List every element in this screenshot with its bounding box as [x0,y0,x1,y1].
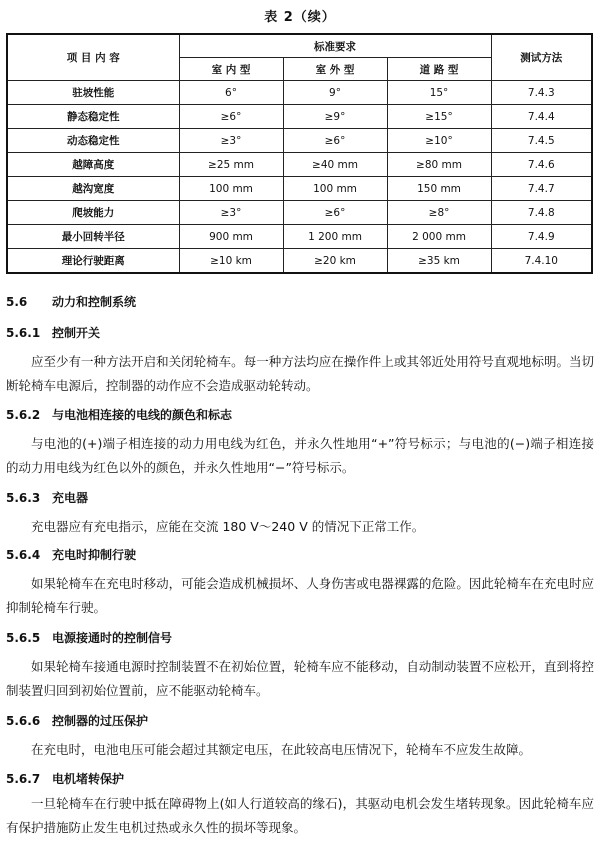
cell-method: 7.4.3 [491,81,592,105]
cell-outdoor: ≥40 mm [283,153,387,177]
section-5-6-1 [6,324,594,398]
table-row [7,81,592,105]
table-row [7,249,592,274]
table-title: 表 2（续） [264,10,336,25]
cell-indoor: 100 mm [179,177,283,201]
cell-outdoor: 9° [283,81,387,105]
section-number: 5.6.5 [6,631,41,645]
cell-method: 7.4.8 [491,201,592,225]
cell-method: 7.4.4 [491,105,592,129]
cell-item: 越沟宽度 [7,177,179,201]
cell-outdoor: ≥6° [283,201,387,225]
section-5-6 [6,293,594,311]
section-number: 5.6.3 [6,491,41,505]
cell-item: 动态稳定性 [7,129,179,153]
section-number: 5.6.7 [6,772,41,786]
cell-outdoor: ≥20 km [283,249,387,274]
section-heading [6,324,594,342]
table-row [7,129,592,153]
section-number: 5.6 [6,295,28,309]
table-row [7,153,592,177]
header-requirement: 标准要求 [179,34,491,58]
section-5-6-2 [6,406,594,480]
section-number: 5.6.6 [6,714,41,728]
cell-road: ≥8° [387,201,491,225]
section-number: 5.6.1 [6,326,41,340]
section-title: 控制器的过压保护 [52,714,149,728]
header-indoor: 室 内 型 [179,58,283,81]
cell-road: ≥10° [387,129,491,153]
section-heading [6,489,594,507]
header-item: 项 目 内 容 [7,34,179,81]
cell-indoor: ≥10 km [179,249,283,274]
table-row [7,177,592,201]
cell-item: 静态稳定性 [7,105,179,129]
cell-outdoor: 100 mm [283,177,387,201]
section-paragraph: 一旦轮椅车在行驶中抵在障碍物上(如人行道较高的缘石)，其驱动电机会发生堵转现象。因此轮椅车应有保护措施防止发生电机过热或永久性的损坏等现象。 [6,796,594,835]
cell-item: 越障高度 [7,153,179,177]
header-road: 道 路 型 [387,58,491,81]
table-row [7,105,592,129]
section-title: 控制开关 [52,326,101,340]
section-5-6-7 [6,770,594,840]
section-5-6-4 [6,546,594,620]
header-outdoor: 室 外 型 [283,58,387,81]
table-row [7,201,592,225]
cell-item: 理论行驶距离 [7,249,179,274]
cell-road: 150 mm [387,177,491,201]
cell-indoor: ≥25 mm [179,153,283,177]
section-heading [6,770,594,788]
header-method: 测试方法 [491,34,592,81]
section-5-6-6 [6,712,594,762]
section-paragraph: 如果轮椅车接通电源时控制装置不在初始位置，轮椅车应不能移动，自动制动装置不应松开，直到将控制装置归回到初始位置前，应不能驱动轮椅车。 [6,659,594,698]
section-title: 动力和控制系统 [52,295,137,309]
cell-outdoor: ≥9° [283,105,387,129]
cell-method: 7.4.10 [491,249,592,274]
cell-item: 爬坡能力 [7,201,179,225]
cell-item: 驻坡性能 [7,81,179,105]
section-paragraph: 在充电时，电池电压可能会超过其额定电压，在此较高电压情况下，轮椅车不应发生故障。 [31,742,532,757]
cell-outdoor: 1 200 mm [283,225,387,249]
cell-indoor: 6° [179,81,283,105]
section-title: 充电器 [52,491,89,505]
cell-road: ≥80 mm [387,153,491,177]
section-paragraph: 与电池的(+)端子相连接的动力用电线为红色，并永久性地用“+”符号标示；与电池的(−)端子相连接的动力用电线为红色以外的颜色，并永久性地用“−”符号标示。 [6,436,594,475]
cell-indoor: ≥3° [179,201,283,225]
section-heading [6,406,594,424]
cell-item: 最小回转半径 [7,225,179,249]
cell-road: ≥35 km [387,249,491,274]
cell-outdoor: ≥6° [283,129,387,153]
section-5-6-5 [6,629,594,703]
cell-method: 7.4.6 [491,153,592,177]
cell-road: 15° [387,81,491,105]
cell-indoor: ≥6° [179,105,283,129]
cell-method: 7.4.7 [491,177,592,201]
cell-method: 7.4.9 [491,225,592,249]
section-number: 5.6.2 [6,408,41,422]
cell-road: 2 000 mm [387,225,491,249]
section-5-6-3 [6,489,594,539]
section-heading [6,546,594,564]
section-heading [6,712,594,730]
cell-road: ≥15° [387,105,491,129]
section-paragraph: 应至少有一种方法开启和关闭轮椅车。每一种方法均应在操作件上或其邻近处用符号直观地标明。当切断轮椅车电源后，控制器的动作应不会造成驱动轮转动。 [6,354,594,393]
section-title: 充电时抑制行驶 [52,548,137,562]
section-title: 电机堵转保护 [52,772,125,786]
cell-method: 7.4.5 [491,129,592,153]
cell-indoor: 900 mm [179,225,283,249]
section-paragraph: 如果轮椅车在充电时移动，可能会造成机械损坏、人身伤害或电器裸露的危险。因此轮椅车在充电时应抑制轮椅车行驶。 [6,576,594,615]
section-title: 与电池相连接的电线的颜色和标志 [52,408,233,422]
section-heading [6,293,594,311]
section-heading [6,629,594,647]
specification-table [6,33,593,274]
table-row [7,225,592,249]
section-number: 5.6.4 [6,548,41,562]
cell-indoor: ≥3° [179,129,283,153]
section-paragraph: 充电器应有充电指示，应能在交流 180 V～240 V 的情况下正常工作。 [31,519,425,534]
section-title: 电源接通时的控制信号 [52,631,173,645]
